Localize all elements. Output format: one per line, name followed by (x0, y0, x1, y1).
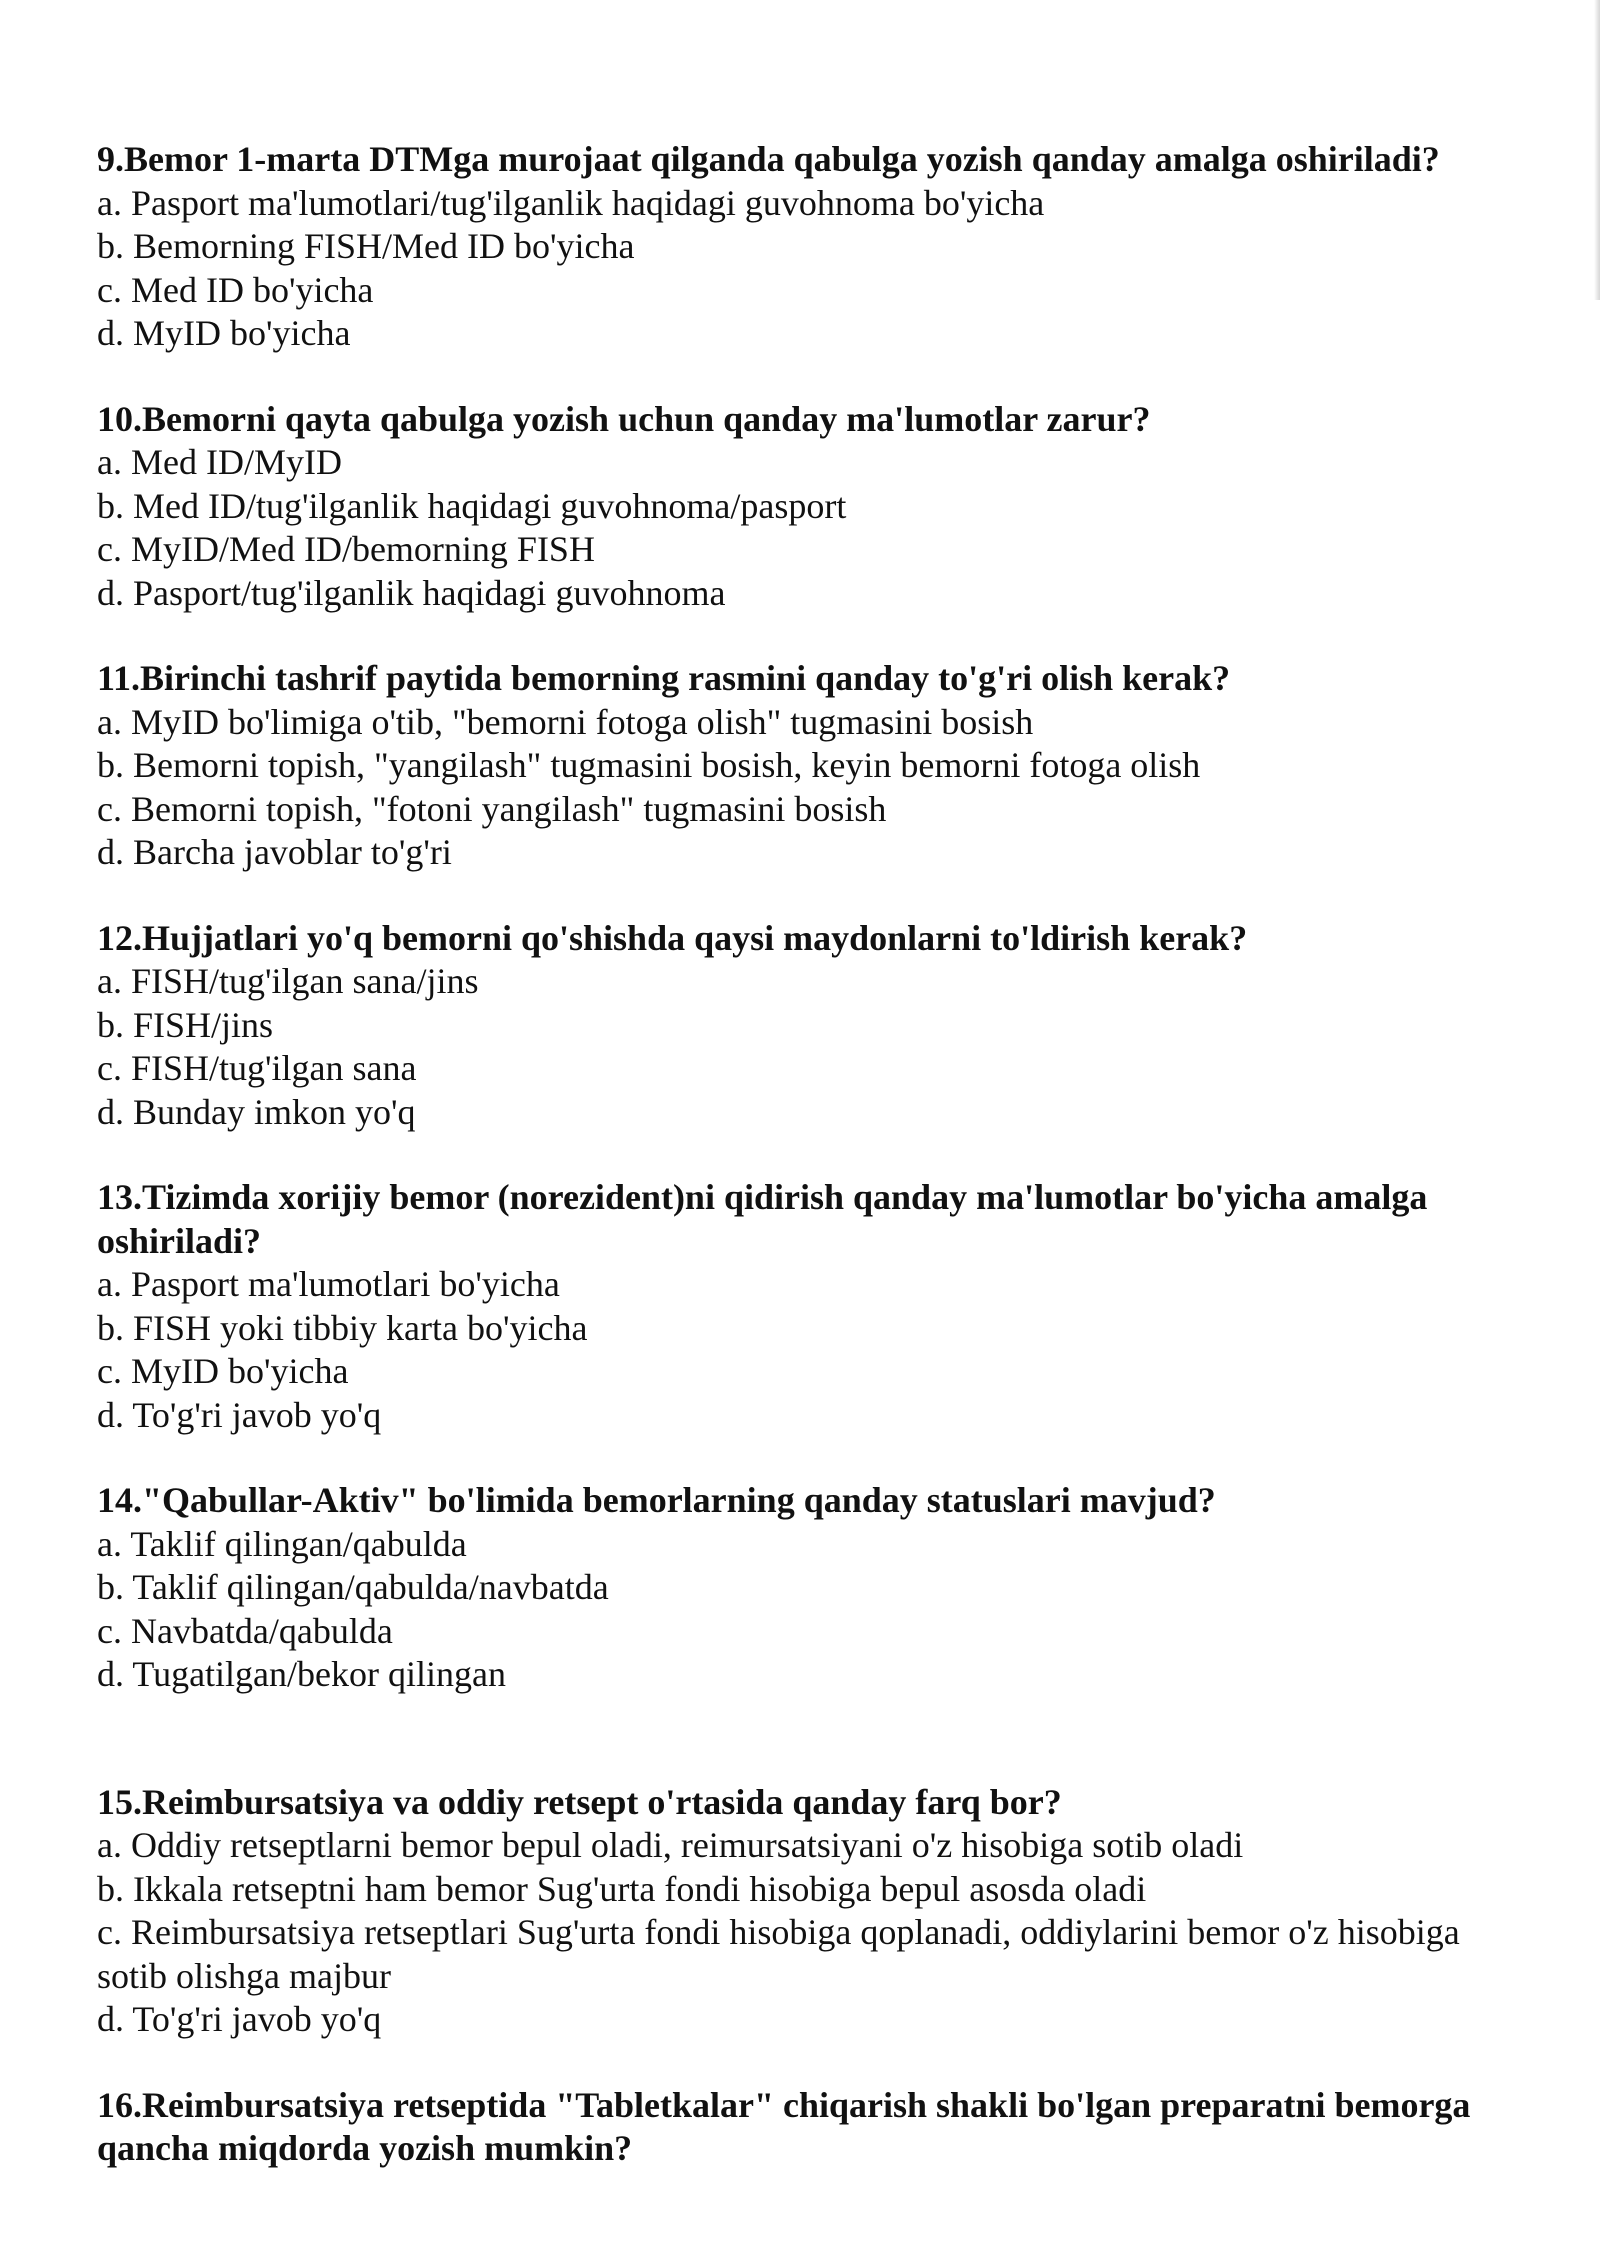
option-a: a. Oddiy retseptlarni bemor bepul oladi, reimursatsiyani o'z hisobiga sotib oladi (97, 1825, 1244, 1865)
option-d: d. To'g'ri javob yo'q (97, 1394, 382, 1435)
question-list (97, 138, 1517, 2213)
option-d: d. Barcha javoblar to'g'ri (97, 832, 452, 872)
option-c: c. MyID/Med ID/bemorning FISH (97, 529, 595, 569)
question-15 (97, 1781, 1517, 2042)
question-11 (97, 657, 1517, 875)
option-d: d. To'g'ri javob yo'q (97, 1999, 382, 2039)
option-d: d. Bunday imkon yo'q (97, 1091, 416, 1132)
question-title: 16.Reimbursatsiya retseptida "Tabletkalar" chiqarish shakli bo'lgan preparatni bemorga qancha miqdorda yozish mumkin? (97, 2084, 1471, 2168)
option-d: d. Pasport/tug'ilganlik haqidagi guvohnoma (97, 572, 726, 613)
question-title: 12.Hujjatlari yo'q bemorni qo'shishda qaysi maydonlarni to'ldirish kerak? (97, 917, 1248, 958)
option-b: b. Ikkala retseptni ham bemor Sug'urta fondi hisobiga bepul asosda oladi (97, 1868, 1147, 1909)
option-b: b. Bemorning FISH/Med ID bo'yicha (97, 226, 635, 266)
option-c: c. Navbatda/qabulda (97, 1610, 393, 1651)
question-10 (97, 398, 1517, 616)
question-title: 14."Qabullar-Aktiv" bo'limida bemorlarning qanday statuslari mavjud? (97, 1480, 1216, 1520)
option-a: a. Med ID/MyID (97, 442, 342, 482)
option-c: c. Med ID bo'yicha (97, 269, 374, 310)
option-a: a. Pasport ma'lumotlari bo'yicha (97, 1264, 560, 1304)
question-12 (97, 917, 1517, 1135)
option-c: c. MyID bo'yicha (97, 1351, 349, 1391)
option-b: b. Taklif qilingan/qabulda/navbatda (97, 1567, 609, 1607)
question-title: 11.Birinchi tashrif paytida bemorning rasmini qanday to'g'ri olish kerak? (97, 658, 1231, 698)
option-a: a. Pasport ma'lumotlari/tug'ilganlik haqidagi guvohnoma bo'yicha (97, 182, 1045, 223)
question-9 (97, 138, 1517, 356)
option-b: b. FISH yoki tibbiy karta bo'yicha (97, 1307, 588, 1348)
option-d: d. MyID bo'yicha (97, 313, 351, 353)
option-b: b. Bemorni topish, "yangilash" tugmasini bosish, keyin bemorni fotoga olish (97, 745, 1201, 785)
option-a: a. FISH/tug'ilgan sana/jins (97, 961, 479, 1001)
question-title: 9.Bemor 1-marta DTMga murojaat qilganda qabulga yozish qanday amalga oshiriladi? (97, 139, 1440, 179)
question-16 (97, 2084, 1517, 2171)
option-b: b. FISH/jins (97, 1004, 274, 1045)
question-13 (97, 1176, 1517, 1437)
question-14 (97, 1479, 1517, 1697)
option-c: c. FISH/tug'ilgan sana (97, 1048, 417, 1088)
option-d: d. Tugatilgan/bekor qilingan (97, 1654, 506, 1694)
option-c: c. Reimbursatsiya retseptlari Sug'urta fondi hisobiga qoplanadi, oddiylarini bemor o'z hisobiga sotib olishga majbur (97, 1912, 1460, 1996)
option-b: b. Med ID/tug'ilganlik haqidagi guvohnoma/pasport (97, 485, 847, 526)
option-a: a. MyID bo'limiga o'tib, "bemorni fotoga olish" tugmasini bosish (97, 701, 1034, 742)
page-edge-shadow (1594, 0, 1600, 300)
question-title: 15.Reimbursatsiya va oddiy retsept o'rtasida qanday farq bor? (97, 1781, 1062, 1822)
option-c: c. Bemorni topish, "fotoni yangilash" tugmasini bosish (97, 788, 887, 829)
option-a: a. Taklif qilingan/qabulda (97, 1523, 467, 1564)
question-title: 13.Tizimda xorijiy bemor (norezident)ni qidirish qanday ma'lumotlar bo'yicha amalga oshiriladi? (97, 1177, 1428, 1261)
question-title: 10.Bemorni qayta qabulga yozish uchun qanday ma'lumotlar zarur? (97, 398, 1151, 439)
